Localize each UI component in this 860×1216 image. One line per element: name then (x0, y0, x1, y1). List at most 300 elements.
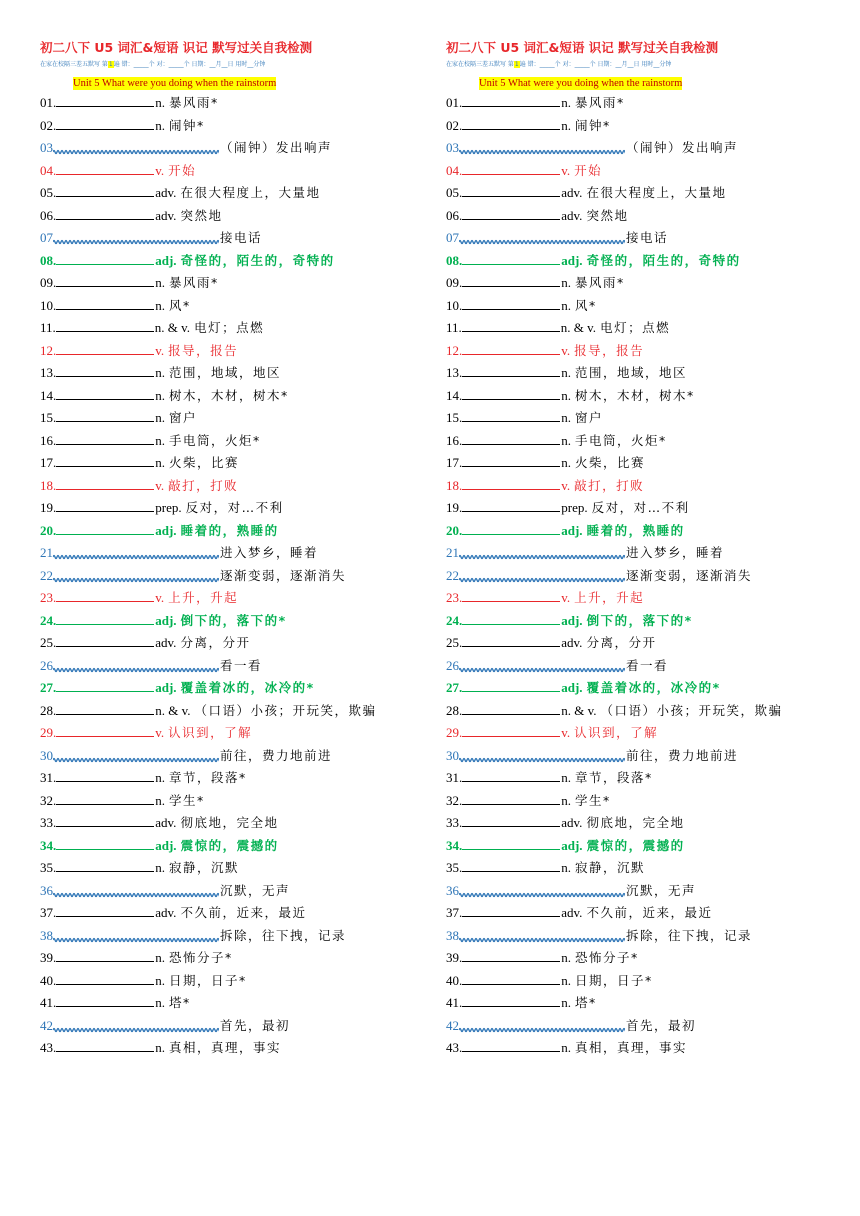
part-of-speech: n. (561, 410, 571, 425)
meaning-text: 暴风雨* (169, 95, 219, 110)
meta-prefix: 在家在校隔三差五默写 第 (40, 61, 108, 68)
vocab-row (40, 385, 435, 408)
answer-blank[interactable] (462, 520, 560, 535)
meaning-text: 首先，最初 (220, 1017, 291, 1033)
part-of-speech: adj. (561, 680, 583, 695)
meaning-text: 范围，地域，地区 (169, 365, 282, 380)
answer-blank[interactable] (462, 632, 560, 647)
answer-blank[interactable] (56, 475, 154, 490)
answer-blank[interactable] (56, 160, 154, 175)
part-of-speech: v. (561, 162, 571, 178)
phrase-answer-blank[interactable] (459, 656, 625, 670)
answer-blank[interactable] (56, 182, 154, 197)
item-number: 42 (40, 1017, 53, 1033)
item-number: 21 (446, 545, 459, 560)
part-of-speech: v. (155, 162, 165, 178)
meaning-text: 火柴，比赛 (575, 455, 646, 470)
phrase-answer-blank[interactable] (53, 926, 219, 940)
part-of-speech: n. (155, 972, 165, 988)
meaning-text: （口语）小孩；开玩笑，欺骗 (600, 702, 783, 718)
answer-blank[interactable] (56, 250, 154, 265)
answer-blank[interactable] (462, 970, 560, 985)
vocab-row (446, 1037, 841, 1060)
answer-blank[interactable] (462, 790, 560, 805)
meaning-text: 反对，对…不利 (185, 500, 284, 515)
answer-blank[interactable] (462, 452, 560, 467)
item-number: 19. (40, 500, 57, 515)
answer-blank[interactable] (56, 340, 154, 355)
answer-blank[interactable] (462, 317, 560, 332)
item-number: 13. (40, 365, 57, 380)
item-number: 38 (446, 927, 459, 943)
item-number: 09. (40, 275, 57, 290)
meaning-text: 寂静，沉默 (169, 860, 240, 875)
item-number: 19. (446, 500, 463, 515)
item-number: 14. (446, 387, 463, 403)
answer-blank[interactable] (462, 497, 560, 512)
item-number: 06. (446, 207, 463, 223)
vocab-row (40, 295, 435, 318)
answer-blank[interactable] (56, 92, 154, 107)
meaning-text: 范围，地域，地区 (575, 365, 688, 380)
meaning-text: 进入梦乡，睡着 (626, 545, 725, 560)
vocab-row (40, 970, 435, 993)
part-of-speech: adv. (155, 207, 177, 223)
vocab-row (446, 520, 841, 543)
part-of-speech: v. (155, 590, 165, 605)
vocab-row (40, 250, 435, 273)
meaning-text: 上升，升起 (168, 590, 239, 605)
phrase-answer-blank[interactable] (459, 566, 625, 580)
answer-blank[interactable] (462, 92, 560, 107)
part-of-speech: n. (561, 297, 571, 313)
part-of-speech: n. (155, 95, 165, 110)
worksheet-meta (40, 59, 435, 71)
answer-blank[interactable] (56, 835, 154, 850)
vocab-row (40, 1037, 435, 1060)
vocab-row (446, 497, 841, 520)
vocab-row (446, 632, 841, 655)
meaning-text: 章节，段落* (575, 770, 653, 785)
vocab-row (40, 992, 435, 1015)
phrase-answer-blank[interactable] (459, 543, 625, 557)
part-of-speech: n. (155, 995, 165, 1010)
part-of-speech: n. (561, 95, 571, 110)
answer-blank[interactable] (56, 947, 154, 962)
worksheet-meta (446, 59, 841, 71)
part-of-speech: adv. (561, 905, 583, 920)
vocab-row (40, 362, 435, 385)
part-of-speech: adj. (561, 612, 583, 628)
part-of-speech: adv. (155, 815, 177, 830)
item-number: 31. (446, 770, 463, 785)
meaning-text: 在很大程度上，大量地 (180, 185, 321, 200)
meaning-text: 睡着的，熟睡的 (180, 522, 279, 538)
answer-blank[interactable] (56, 722, 154, 737)
phrase-row (446, 227, 841, 250)
part-of-speech: n. (155, 297, 165, 313)
item-number: 22 (40, 567, 53, 583)
answer-blank[interactable] (56, 812, 154, 827)
answer-blank[interactable] (462, 992, 560, 1007)
vocab-row (446, 340, 841, 363)
answer-blank[interactable] (56, 610, 154, 625)
meaning-text: 奇怪的，陌生的，奇特的 (180, 252, 335, 268)
meaning-text: 反对，对…不利 (591, 500, 690, 515)
part-of-speech: v. (561, 725, 571, 740)
meaning-text: 彻底地，完全地 (180, 815, 279, 830)
vocab-row (446, 362, 841, 385)
meaning-text: 闹钟* (169, 117, 205, 133)
vocab-row (446, 700, 841, 723)
answer-blank[interactable] (462, 272, 560, 287)
vocab-row (446, 722, 841, 745)
answer-blank[interactable] (56, 992, 154, 1007)
meaning-text: 看一看 (220, 657, 263, 673)
phrase-row (446, 745, 841, 768)
part-of-speech: n. (561, 950, 571, 965)
phrase-answer-blank[interactable] (53, 566, 219, 580)
answer-blank[interactable] (462, 857, 560, 872)
vocab-row (40, 677, 435, 700)
meaning-text: 开始 (168, 162, 197, 178)
item-number: 03 (446, 140, 459, 155)
meaning-text: 恐怖分子* (169, 950, 233, 965)
part-of-speech: n. (561, 1040, 571, 1055)
part-of-speech: adv. (561, 635, 583, 650)
phrase-row (40, 880, 435, 903)
vocab-row (446, 970, 841, 993)
vocab-row (40, 182, 435, 205)
answer-blank[interactable] (56, 407, 154, 422)
meaning-text: 进入梦乡，睡着 (220, 545, 319, 560)
meaning-text: 覆盖着冰的，冰冷的* (586, 680, 721, 695)
item-number: 17. (40, 455, 57, 470)
meaning-text: 闹钟* (575, 117, 611, 133)
part-of-speech: adv. (155, 905, 177, 920)
item-number: 15. (446, 410, 463, 425)
item-number: 32. (446, 792, 463, 808)
answer-blank[interactable] (462, 115, 560, 130)
meaning-text: 覆盖着冰的，冰冷的* (180, 680, 315, 695)
meta-count: 1 (514, 61, 519, 68)
meaning-text: 火柴，比赛 (169, 455, 240, 470)
item-number: 37. (40, 905, 57, 920)
answer-blank[interactable] (462, 475, 560, 490)
answer-blank[interactable] (56, 857, 154, 872)
vocab-row (40, 722, 435, 745)
part-of-speech: adj. (561, 522, 583, 538)
vocab-row (446, 610, 841, 633)
answer-blank[interactable] (462, 767, 560, 782)
phrase-answer-blank[interactable] (53, 138, 219, 152)
answer-blank[interactable] (56, 700, 154, 715)
meaning-text: 窗户 (575, 410, 604, 425)
item-number: 03 (40, 140, 53, 155)
phrase-row (446, 1015, 841, 1038)
meaning-text: 震惊的，震撼的 (586, 837, 685, 853)
vocab-row (446, 790, 841, 813)
meaning-text: 逐渐变弱，逐渐消失 (220, 567, 347, 583)
answer-blank[interactable] (56, 790, 154, 805)
item-number: 09. (446, 275, 463, 290)
part-of-speech: prep. (561, 500, 588, 515)
meaning-text: 真相，真理，事实 (575, 1040, 688, 1055)
vocab-row (446, 160, 841, 183)
meaning-text: 敲打，打败 (168, 477, 239, 493)
item-number: 01. (40, 95, 57, 110)
part-of-speech: adj. (155, 680, 177, 695)
meaning-text: 前往，费力地前进 (626, 747, 739, 763)
answer-blank[interactable] (462, 160, 560, 175)
part-of-speech: n. (561, 995, 571, 1010)
vocab-row (40, 812, 435, 835)
meaning-text: 彻底地，完全地 (586, 815, 685, 830)
meaning-text: 风* (575, 297, 597, 313)
answer-blank[interactable] (56, 295, 154, 310)
vocab-row (446, 452, 841, 475)
item-number: 21 (40, 545, 53, 560)
meaning-text: 首先，最初 (626, 1017, 697, 1033)
answer-blank[interactable] (56, 115, 154, 130)
answer-blank[interactable] (56, 272, 154, 287)
meaning-text: 分离，分开 (586, 635, 657, 650)
meaning-text: 电灯；点燃 (600, 320, 671, 335)
answer-blank[interactable] (56, 1037, 154, 1052)
part-of-speech: adv. (155, 635, 177, 650)
answer-blank[interactable] (56, 767, 154, 782)
meta-suffix: 遍 错：_____个 对：_____个 日期：__月__日 用时__分钟 (113, 61, 266, 68)
phrase-answer-blank[interactable] (53, 1016, 219, 1030)
meaning-text: 认识到，了解 (574, 725, 659, 740)
part-of-speech: v. (561, 342, 571, 358)
part-of-speech: n. (155, 770, 165, 785)
answer-blank[interactable] (462, 947, 560, 962)
unit-title: Unit 5 What were you doing when the rainstorm (73, 78, 277, 89)
phrase-answer-blank[interactable] (459, 746, 625, 760)
phrase-answer-blank[interactable] (459, 1016, 625, 1030)
item-number: 01. (446, 95, 463, 110)
answer-blank[interactable] (56, 430, 154, 445)
item-number: 28. (40, 702, 57, 718)
part-of-speech: adv. (561, 815, 583, 830)
answer-blank[interactable] (56, 362, 154, 377)
vocab-row (40, 92, 435, 115)
item-number: 33. (446, 815, 463, 830)
meaning-text: 看一看 (626, 657, 669, 673)
phrase-answer-blank[interactable] (459, 881, 625, 895)
item-number: 18. (446, 477, 463, 493)
part-of-speech: n. (561, 432, 571, 448)
item-number: 05. (446, 185, 463, 200)
vocab-row (446, 295, 841, 318)
answer-blank[interactable] (56, 497, 154, 512)
vocab-row (446, 902, 841, 925)
meaning-text: 恐怖分子* (575, 950, 639, 965)
answer-blank[interactable] (462, 340, 560, 355)
item-number: 16. (40, 432, 57, 448)
item-number: 43. (40, 1040, 57, 1055)
item-number: 40. (40, 972, 57, 988)
item-number: 33. (40, 815, 57, 830)
answer-blank[interactable] (462, 407, 560, 422)
phrase-answer-blank[interactable] (53, 656, 219, 670)
item-number: 38 (40, 927, 53, 943)
phrase-row (446, 137, 841, 160)
phrase-answer-blank[interactable] (459, 138, 625, 152)
answer-blank[interactable] (462, 677, 560, 692)
vocab-row (446, 317, 841, 340)
phrase-row (446, 925, 841, 948)
item-number: 16. (446, 432, 463, 448)
meaning-text: 手电筒，火炬* (169, 432, 261, 448)
item-number: 13. (446, 365, 463, 380)
item-number: 26 (446, 657, 459, 673)
vocab-row (446, 677, 841, 700)
part-of-speech: n. (155, 950, 165, 965)
part-of-speech: n. & v. (561, 702, 597, 718)
phrase-row (40, 227, 435, 250)
part-of-speech: adj. (155, 612, 177, 628)
item-number: 18. (40, 477, 57, 493)
part-of-speech: n. (561, 455, 571, 470)
item-number: 12. (40, 342, 57, 358)
answer-blank[interactable] (462, 610, 560, 625)
meaning-text: 奇怪的，陌生的，奇特的 (586, 252, 741, 268)
phrase-row (40, 925, 435, 948)
vocab-row (446, 205, 841, 228)
answer-blank[interactable] (56, 587, 154, 602)
meaning-text: 报导，报告 (168, 342, 239, 358)
vocab-row (40, 430, 435, 453)
part-of-speech: v. (155, 342, 165, 358)
part-of-speech: v. (561, 477, 571, 493)
item-number: 30 (40, 747, 53, 763)
part-of-speech: v. (155, 725, 165, 740)
item-number: 24. (40, 612, 57, 628)
answer-blank[interactable] (462, 812, 560, 827)
item-number: 17. (446, 455, 463, 470)
vocab-row (446, 385, 841, 408)
item-number: 11. (40, 320, 56, 335)
meaning-text: 风* (169, 297, 191, 313)
part-of-speech: v. (561, 590, 571, 605)
answer-blank[interactable] (56, 902, 154, 917)
part-of-speech: n. (155, 117, 165, 133)
item-number: 12. (446, 342, 463, 358)
meaning-text: 认识到，了解 (168, 725, 253, 740)
answer-blank[interactable] (462, 430, 560, 445)
answer-blank[interactable] (56, 452, 154, 467)
phrase-answer-blank[interactable] (459, 228, 625, 242)
vocab-row (40, 160, 435, 183)
part-of-speech: adv. (561, 185, 583, 200)
answer-blank[interactable] (462, 587, 560, 602)
item-number: 25. (446, 635, 463, 650)
meta-count: 1 (108, 61, 113, 68)
meaning-text: 学生* (575, 792, 611, 808)
answer-blank[interactable] (462, 722, 560, 737)
meaning-text: 学生* (169, 792, 205, 808)
item-number: 25. (40, 635, 57, 650)
answer-blank[interactable] (462, 835, 560, 850)
meaning-text: 沉默，无声 (626, 882, 697, 898)
meaning-text: （口语）小孩；开玩笑，欺骗 (194, 702, 377, 718)
answer-blank[interactable] (462, 1037, 560, 1052)
answer-blank[interactable] (462, 182, 560, 197)
unit-line (446, 71, 841, 91)
item-number: 29. (446, 725, 463, 740)
vocab-list (40, 92, 435, 1060)
answer-blank[interactable] (462, 902, 560, 917)
answer-blank[interactable] (56, 677, 154, 692)
vocab-row (446, 992, 841, 1015)
meaning-text: 日期，日子* (575, 972, 653, 988)
phrase-answer-blank[interactable] (53, 543, 219, 557)
answer-blank[interactable] (462, 295, 560, 310)
answer-blank[interactable] (462, 205, 560, 220)
answer-blank[interactable] (56, 520, 154, 535)
answer-blank[interactable] (56, 317, 154, 332)
answer-blank[interactable] (462, 385, 560, 400)
answer-blank[interactable] (56, 385, 154, 400)
meaning-text: 树木，木材，树木* (575, 387, 695, 403)
answer-blank[interactable] (56, 970, 154, 985)
phrase-answer-blank[interactable] (459, 926, 625, 940)
phrase-answer-blank[interactable] (53, 746, 219, 760)
part-of-speech: n. (561, 770, 571, 785)
item-number: 27. (446, 680, 463, 695)
part-of-speech: n. (155, 275, 165, 290)
phrase-answer-blank[interactable] (53, 228, 219, 242)
part-of-speech: n. (155, 387, 165, 403)
phrase-row (446, 542, 841, 565)
meaning-text: 倒下的，落下的* (180, 612, 287, 628)
part-of-speech: adj. (155, 837, 177, 853)
meaning-text: 不久前，近来，最近 (586, 905, 713, 920)
vocab-row (40, 340, 435, 363)
part-of-speech: n. (155, 860, 165, 875)
item-number: 39. (40, 950, 57, 965)
answer-blank[interactable] (56, 205, 154, 220)
meaning-text: 不久前，近来，最近 (180, 905, 307, 920)
answer-blank[interactable] (56, 632, 154, 647)
phrase-row (446, 880, 841, 903)
meaning-text: 日期，日子* (169, 972, 247, 988)
meaning-text: 倒下的，落下的* (586, 612, 693, 628)
vocab-row (446, 587, 841, 610)
phrase-row (40, 745, 435, 768)
vocab-row (446, 767, 841, 790)
answer-blank[interactable] (462, 700, 560, 715)
meaning-text: 开始 (574, 162, 603, 178)
meta-suffix: 遍 错：_____个 对：_____个 日期：__月__日 用时__分钟 (519, 61, 672, 68)
vocab-row (446, 115, 841, 138)
answer-blank[interactable] (462, 362, 560, 377)
item-number: 07 (40, 230, 53, 245)
item-number: 14. (40, 387, 57, 403)
meaning-text: 睡着的，熟睡的 (586, 522, 685, 538)
phrase-answer-blank[interactable] (53, 881, 219, 895)
meaning-text: 塔* (575, 995, 597, 1010)
item-number: 37. (446, 905, 463, 920)
part-of-speech: n. & v. (560, 320, 597, 335)
vocab-row (40, 205, 435, 228)
answer-blank[interactable] (462, 250, 560, 265)
vocab-row (40, 407, 435, 430)
meaning-text: 真相，真理，事实 (169, 1040, 282, 1055)
part-of-speech: adj. (561, 837, 583, 853)
